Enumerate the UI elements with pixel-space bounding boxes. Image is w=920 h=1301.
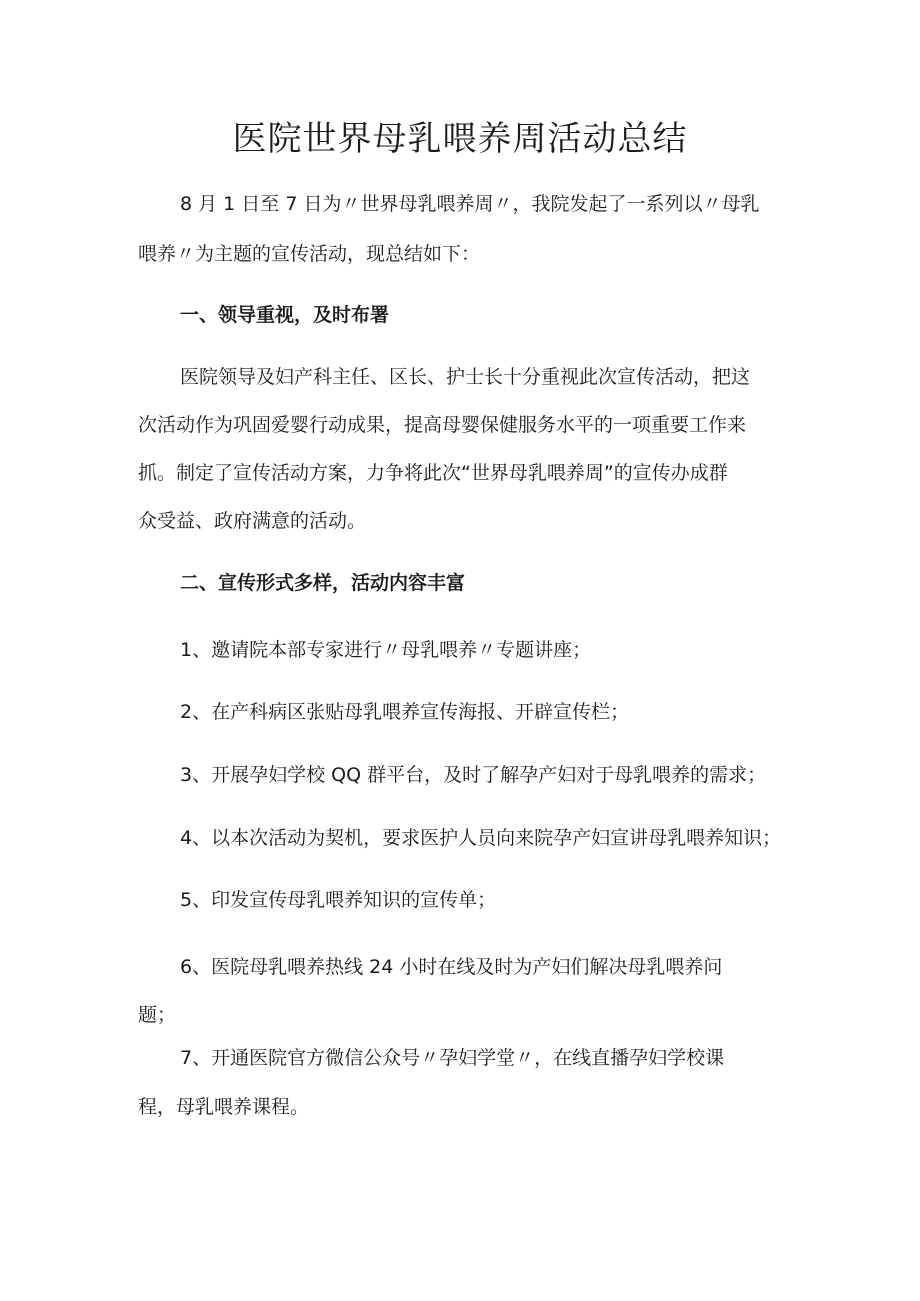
list-item-4: 4、以本次活动为契机，要求医护人员向来院孕产妇宣讲母乳喂养知识； (180, 827, 782, 849)
list-item-7-line-2: 程，母乳喂养课程。 (138, 1096, 310, 1118)
section1-line-1: 医院领导及妇产科主任、区长、护士长十分重视此次宣传活动，把这 (180, 366, 751, 388)
section2-heading: 二、宣传形式多样，活动内容丰富 (180, 572, 466, 594)
intro-line-1: 8 月 1 日至 7 日为〃世界母乳喂养周〃，我院发起了一系列以〃母乳 (180, 193, 760, 215)
section1-line-2: 次活动作为巩固爱婴行动成果，提高母婴保健服务水平的一项重要工作来 (138, 414, 747, 436)
list-item-6-line-2: 题； (138, 1004, 177, 1026)
list-item-3: 3、开展孕妇学校 QQ 群平台，及时了解孕产妇对于母乳喂养的需求； (180, 764, 767, 786)
list-item-5: 5、印发宣传母乳喂养知识的宣传单； (180, 889, 497, 911)
list-item-2: 2、在产科病区张贴母乳喂养宣传海报、开辟宣传栏； (180, 701, 630, 723)
list-item-6-line-1: 6、医院母乳喂养热线 24 小时在线及时为产妇们解决母乳喂养问 (180, 956, 723, 978)
list-item-7-line-1: 7、开通医院官方微信公众号〃孕妇学堂〃，在线直播孕妇学校课 (180, 1047, 725, 1069)
document-title: 医院世界母乳喂养周活动总结 (232, 119, 688, 159)
intro-line-2: 喂养〃为主题的宣传活动，现总结如下： (138, 243, 481, 265)
section1-line-3: 抓。制定了宣传活动方案，力争将此次“世界母乳喂养周”的宣传办成群 (138, 462, 728, 484)
section1-line-4: 众受益、政府满意的活动。 (138, 510, 367, 532)
list-item-1: 1、邀请院本部专家进行〃母乳喂养〃专题讲座； (180, 639, 592, 661)
section1-heading: 一、领导重视，及时布署 (180, 304, 390, 326)
